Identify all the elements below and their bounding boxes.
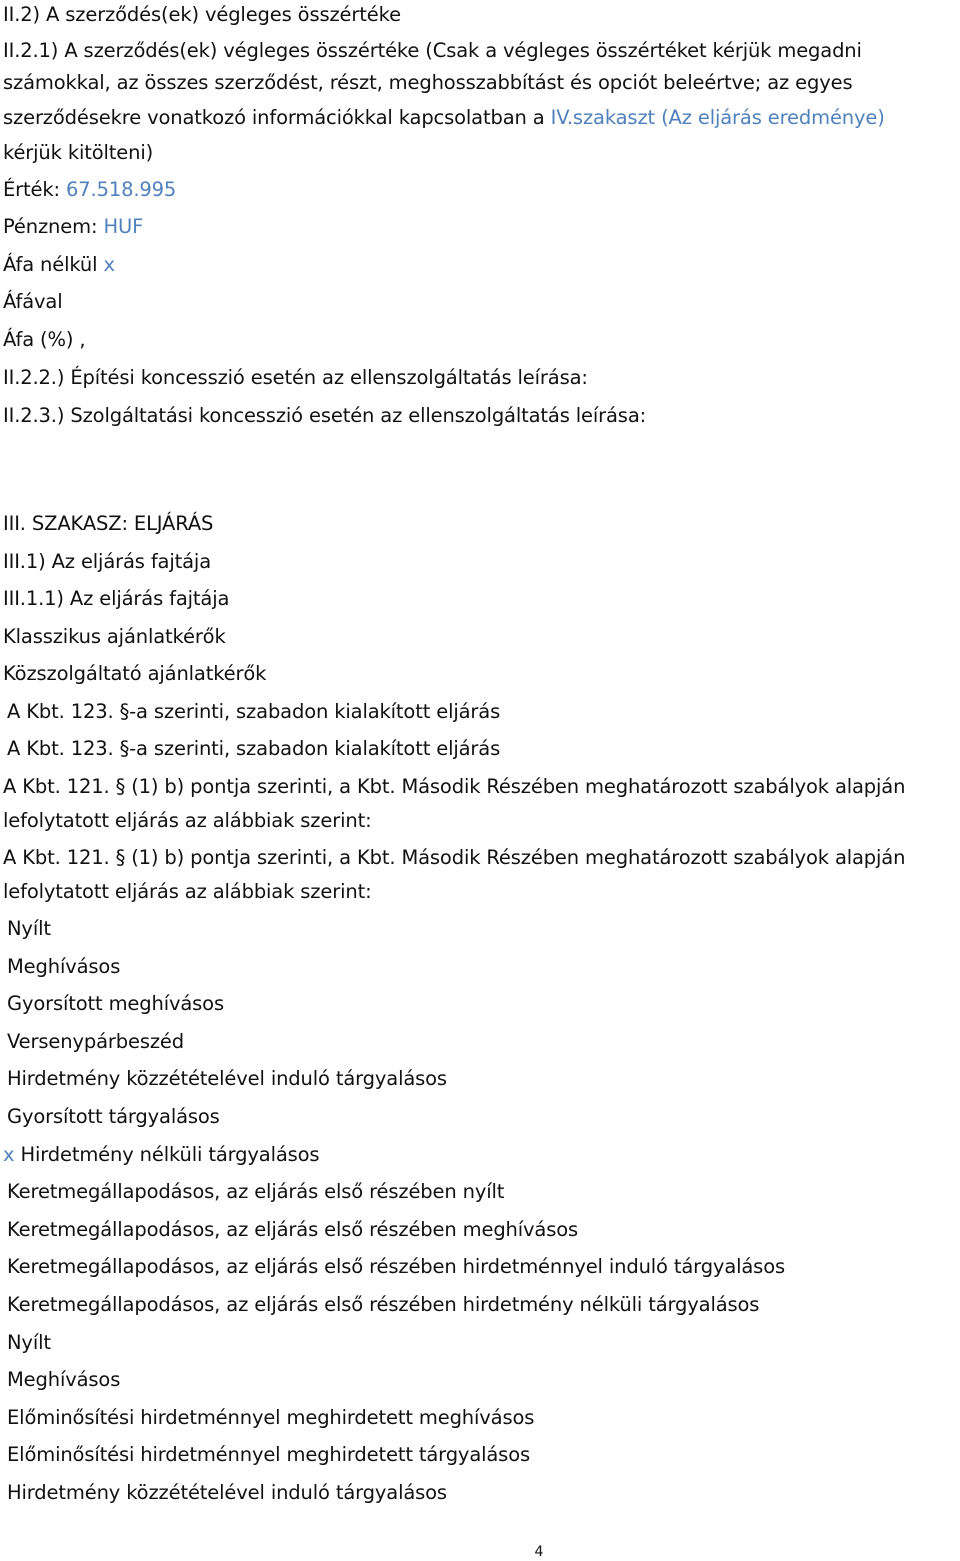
ii21-heading-line-3-text: szerződésekre vonatkozó információkkal kapcsolatban a IV.szakaszt (Az eljárás eredménye)	[3, 106, 885, 129]
procedure-option	[7, 1331, 51, 1355]
value-label: Érték:	[3, 178, 60, 201]
procedure-option	[7, 1255, 785, 1279]
vat-percent-label: Áfa (%) ,	[3, 328, 86, 351]
ii21-heading-line-2: számokkal, az összes szerződést, részt, meghosszabbítást és opciót beleértve; az egyes	[3, 71, 853, 94]
procedure-option-label: Előminősítési hirdetménnyel meghirdetett tárgyalásos	[7, 1443, 530, 1466]
classic-contracting-label: Klasszikus ajánlatkérők	[3, 625, 226, 648]
procedure-option	[7, 1030, 184, 1054]
procedure-option-label: Keretmegállapodásos, az eljárás első részében hirdetménnyel induló tárgyalásos	[7, 1255, 785, 1278]
kbt123-option-a: A Kbt. 123. §-a szerinti, szabadon kialakított eljárás	[7, 700, 501, 723]
currency-row	[3, 215, 143, 239]
procedure-option-label: Hirdetmény közzétételével induló tárgyalásos	[7, 1481, 447, 1504]
ii21-heading-line-4: kérjük kitölteni)	[3, 141, 154, 164]
kbt121-b-line-2: lefolytatott eljárás az alábbiak szerint:	[3, 880, 372, 903]
procedure-option-label: Keretmegállapodásos, az eljárás első részében meghívásos	[7, 1218, 579, 1241]
procedure-option	[7, 917, 51, 941]
procedure-option-label: Meghívásos	[7, 1368, 121, 1391]
procedure-option-label: Nyílt	[7, 1331, 51, 1354]
utility-contracting-label: Közszolgáltató ajánlatkérők	[3, 662, 267, 685]
procedure-option	[7, 1293, 759, 1317]
value-amount: 67.518.995	[66, 178, 177, 201]
ii23-text: II.2.3.) Szolgáltatási koncesszió esetén az ellenszolgáltatás leírása:	[3, 404, 647, 427]
procedure-option-label: Keretmegállapodásos, az eljárás első részében nyílt	[7, 1180, 505, 1203]
iii11-heading: III.1.1) Az eljárás fajtája	[3, 587, 230, 610]
iii1-heading: III.1) Az eljárás fajtája	[3, 550, 211, 573]
section-iii-heading: III. SZAKASZ: ELJÁRÁS	[3, 512, 214, 535]
kbt121-a-line-2: lefolytatott eljárás az alábbiak szerint:	[3, 809, 372, 832]
vat-included-label: Áfával	[3, 290, 63, 313]
ii21-heading-line-1: II.2.1) A szerződés(ek) végleges összértéke (Csak a végleges összértéket kérjük megadni	[3, 39, 862, 62]
procedure-option-mark: x	[3, 1143, 15, 1166]
procedure-option-label: Hirdetmény nélküli tárgyalásos	[20, 1143, 320, 1166]
kbt121-b-line-1: A Kbt. 121. § (1) b) pontja szerinti, a Kbt. Második Részében meghatározott szabályok alapján	[3, 846, 906, 869]
kbt123-option-b: A Kbt. 123. §-a szerinti, szabadon kialakított eljárás	[7, 737, 501, 760]
section-reference-link: IV.szakaszt (Az eljárás eredménye)	[550, 106, 885, 129]
vat-excluded-label: Áfa nélkül	[3, 253, 98, 276]
procedure-option	[7, 1180, 504, 1204]
procedure-option	[3, 1143, 319, 1167]
procedure-option	[7, 1368, 120, 1392]
procedure-option	[7, 1443, 530, 1467]
ii22-text: II.2.2.) Építési koncesszió esetén az ellenszolgáltatás leírása:	[3, 366, 588, 389]
kbt121-a-line-1: A Kbt. 121. § (1) b) pontja szerinti, a Kbt. Második Részében meghatározott szabályok alapján	[3, 775, 906, 798]
ii21-heading-line-3	[3, 106, 885, 130]
procedure-option-label: Gyorsított meghívásos	[7, 992, 224, 1015]
procedure-option-label: Hirdetmény közzétételével induló tárgyalásos	[7, 1067, 447, 1090]
procedure-option-label: Meghívásos	[7, 955, 121, 978]
procedure-option-label: Gyorsított tárgyalásos	[7, 1105, 220, 1128]
procedure-option	[7, 1481, 447, 1505]
procedure-option	[7, 1218, 578, 1242]
procedure-option	[7, 1406, 534, 1430]
section-ii2-heading: II.2) A szerződés(ek) végleges összértéke	[3, 3, 401, 26]
procedure-option-label: Versenypárbeszéd	[7, 1030, 184, 1053]
page-number: 4	[534, 1544, 544, 1560]
value-row	[3, 178, 176, 202]
procedure-option-label: Nyílt	[7, 917, 51, 940]
procedure-option	[7, 955, 120, 979]
procedure-option-label: Keretmegállapodásos, az eljárás első részében hirdetmény nélküli tárgyalásos	[7, 1293, 760, 1316]
currency-value: HUF	[103, 215, 144, 238]
procedure-option	[7, 1105, 220, 1129]
currency-label: Pénznem:	[3, 215, 98, 238]
procedure-option-label: Előminősítési hirdetménnyel meghirdetett meghívásos	[7, 1406, 535, 1429]
procedure-option	[7, 992, 224, 1016]
procedure-option	[7, 1067, 447, 1091]
vat-excluded-row	[3, 253, 115, 277]
vat-excluded-mark: x	[103, 253, 115, 276]
